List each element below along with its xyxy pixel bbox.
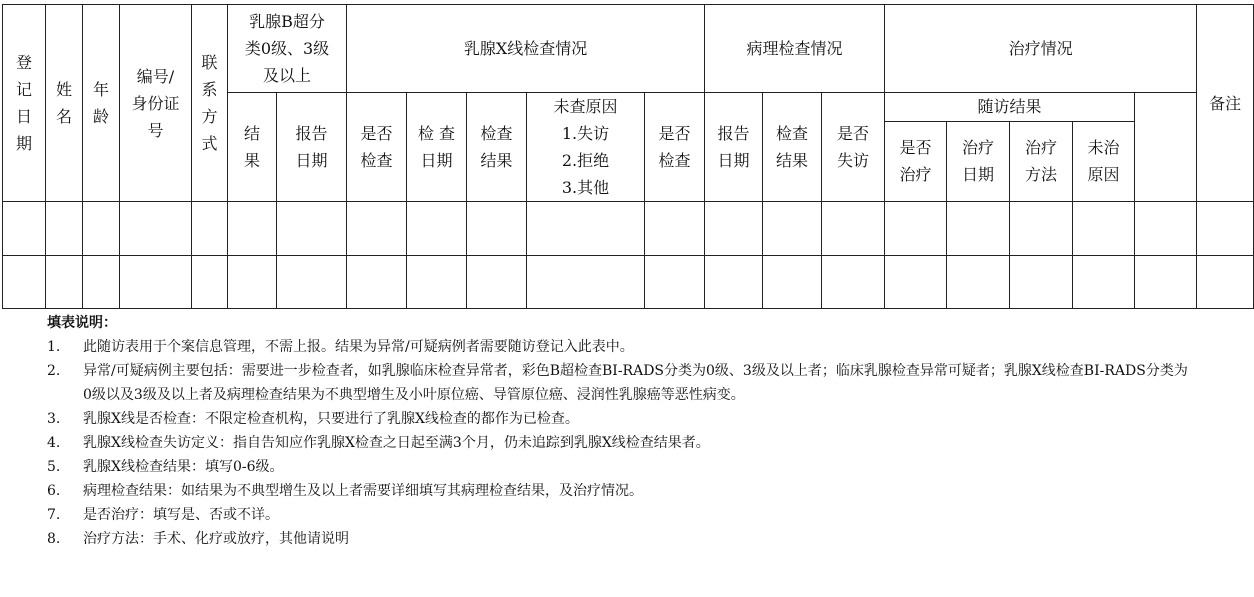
table-cell[interactable] — [1197, 256, 1254, 309]
instruction-item — [47, 407, 1195, 431]
table-cell[interactable] — [1135, 256, 1197, 309]
instruction-number: 4. — [47, 435, 61, 451]
table-row — [3, 256, 1254, 309]
header-xray-not-checked-reason: 未查原因 1.失访 2.拒绝 3.其他 — [527, 93, 645, 202]
table-cell[interactable] — [347, 202, 407, 256]
table-cell[interactable] — [947, 202, 1010, 256]
header-pathology-section: 病理检查情况 — [705, 5, 885, 93]
header-id-number: 编号/ 身份证 号 — [120, 5, 192, 202]
instruction-number: 3. — [47, 411, 61, 427]
header-pathology-check-result: 检查 结果 — [763, 93, 822, 202]
header-ultrasound-report-date: 报告 日期 — [277, 93, 347, 202]
instruction-number: 7. — [47, 507, 61, 523]
header-untreated-reason: 未治 原因 — [1073, 121, 1135, 201]
instruction-number: 8. — [47, 531, 61, 547]
table-cell[interactable] — [83, 256, 120, 309]
header-contact: 联 系 方 式 — [192, 5, 228, 202]
table-cell[interactable] — [1073, 202, 1135, 256]
instruction-item — [47, 527, 1195, 551]
table-cell[interactable] — [645, 202, 705, 256]
instruction-item — [47, 359, 1195, 407]
header-ultrasound-class: 乳腺B超分 类0级、3级 及以上 — [228, 5, 347, 93]
table-cell[interactable] — [120, 256, 192, 309]
table-cell[interactable] — [228, 202, 277, 256]
table-cell[interactable] — [3, 202, 46, 256]
instruction-text: 乳腺X线检查失访定义：指自告知应作乳腺X检查之日起至满3个月，仍未追踪到乳腺X线检查结果者。 — [83, 435, 710, 451]
instructions-title: 填表说明： — [47, 315, 117, 331]
table-cell[interactable] — [705, 202, 763, 256]
table-cell[interactable] — [277, 256, 347, 309]
table-cell[interactable] — [822, 202, 885, 256]
instruction-text: 病理检查结果：如结果为不典型增生及以上者需要详细填写其病理检查结果，及治疗情况。 — [83, 483, 643, 499]
table-cell[interactable] — [407, 256, 467, 309]
table-cell[interactable] — [120, 202, 192, 256]
header-treated: 是否 治疗 — [885, 121, 947, 201]
table-cell[interactable] — [763, 256, 822, 309]
table-row — [3, 202, 1254, 256]
instruction-text: 乳腺X线是否检查：不限定检查机构，只要进行了乳腺X线检查的都作为已检查。 — [83, 411, 579, 427]
table-cell[interactable] — [228, 256, 277, 309]
table-cell[interactable] — [1010, 256, 1073, 309]
instruction-text: 乳腺X线检查结果：填写0-6级。 — [83, 459, 284, 475]
table-cell[interactable] — [277, 202, 347, 256]
table-cell[interactable] — [467, 202, 527, 256]
table-cell[interactable] — [1010, 202, 1073, 256]
table-cell[interactable] — [1073, 256, 1135, 309]
header-registration-date: 登 记 日 期 — [3, 5, 46, 202]
header-xray-check-date: 检 查 日期 — [407, 93, 467, 202]
header-ultrasound-result: 结 果 — [228, 93, 277, 202]
table-cell[interactable] — [885, 202, 947, 256]
header-pathology-report-date: 报告 日期 — [705, 93, 763, 202]
instruction-number: 6. — [47, 483, 61, 499]
instruction-number: 2. — [47, 363, 61, 379]
instruction-item — [47, 335, 1195, 359]
instruction-list — [47, 335, 1195, 551]
instruction-number: 1. — [47, 339, 61, 355]
table-cell[interactable] — [527, 202, 645, 256]
table-cell[interactable] — [3, 256, 46, 309]
header-xray-check-result: 检查 结果 — [467, 93, 527, 202]
instructions — [47, 311, 1195, 551]
table-cell[interactable] — [347, 256, 407, 309]
header-xray-section: 乳腺X线检查情况 — [347, 5, 705, 93]
table-cell[interactable] — [705, 256, 763, 309]
table-cell[interactable] — [407, 202, 467, 256]
instruction-text: 此随访表用于个案信息管理，不需上报。结果为异常/可疑病例者需要随访登记入此表中。 — [83, 339, 634, 355]
table-cell[interactable] — [947, 256, 1010, 309]
table-cell[interactable] — [192, 256, 228, 309]
table-cell[interactable] — [822, 256, 885, 309]
header-treatment-section: 治疗情况 — [885, 5, 1197, 93]
table-cell[interactable] — [1135, 202, 1197, 256]
instruction-text: 是否治疗：填写是、否或不详。 — [83, 507, 279, 523]
instruction-item — [47, 479, 1195, 503]
header-treatment-date: 治疗 日期 — [947, 121, 1010, 201]
table-cell[interactable] — [885, 256, 947, 309]
instruction-number: 5. — [47, 459, 61, 475]
header-remarks: 备注 — [1197, 5, 1254, 202]
header-lost-to-follow-up: 是否 失访 — [822, 93, 885, 202]
table-cell[interactable] — [46, 256, 83, 309]
header-xray-checked: 是否 检查 — [347, 93, 407, 202]
header-pathology-checked: 是否 检查 — [645, 93, 705, 202]
header-age: 年 龄 — [83, 5, 120, 202]
table-cell[interactable] — [527, 256, 645, 309]
table-cell[interactable] — [1197, 202, 1254, 256]
instruction-text: 治疗方法：手术、化疗或放疗，其他请说明 — [83, 531, 349, 547]
header-follow-up-result: 随访结果 — [885, 93, 1135, 122]
table-cell[interactable] — [83, 202, 120, 256]
table-cell[interactable] — [645, 256, 705, 309]
table-cell[interactable] — [467, 256, 527, 309]
table-cell[interactable] — [763, 202, 822, 256]
instruction-item — [47, 455, 1195, 479]
header-name: 姓 名 — [46, 5, 83, 202]
follow-up-table — [2, 4, 1254, 309]
instruction-text: 异常/可疑病例主要包括：需要进一步检查者，如乳腺临床检查异常者，彩色B超检查BI-RADS分类为0级、3级及以上者；临床乳腺检查异常可疑者；乳腺X线检查BI-RADS分类为0级以及3级及以上者及病理检查结果为不典型增生及小叶原位癌、导管原位癌、浸润性乳腺癌等恶性病变。 — [83, 363, 1188, 403]
instruction-item — [47, 431, 1195, 455]
table-cell[interactable] — [46, 202, 83, 256]
header-treatment-method: 治疗 方法 — [1010, 121, 1073, 201]
instruction-item — [47, 503, 1195, 527]
table-cell[interactable] — [192, 202, 228, 256]
